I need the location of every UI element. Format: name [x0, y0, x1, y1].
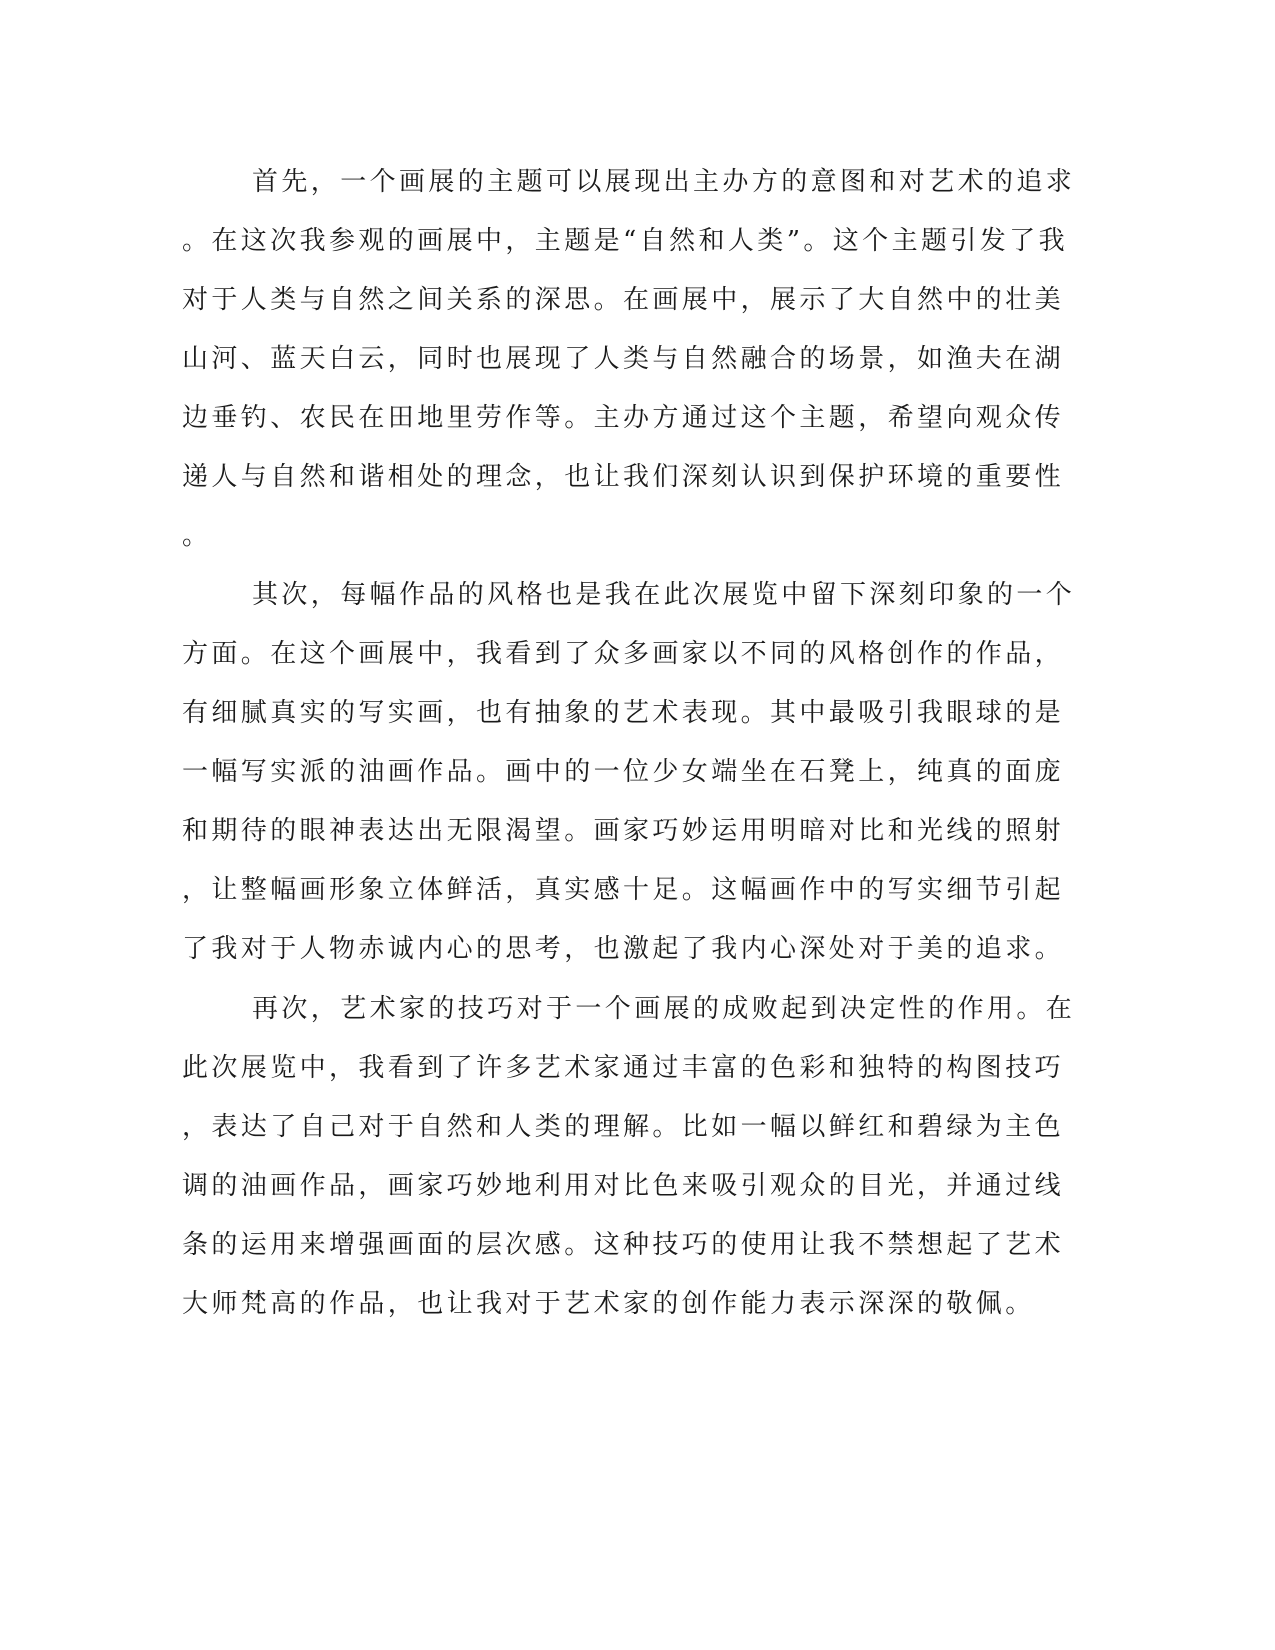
- paragraph-line: 首先，一个画展的主题可以展现出主办方的意图和对艺术的追求: [252, 167, 1076, 197]
- paragraph-line: 递人与自然和谐相处的理念，也让我们深刻认识到保护环境的重要性: [182, 462, 1065, 492]
- paragraph-line: ，让整幅画形象立体鲜活，真实感十足。这幅画作中的写实细节引起: [182, 875, 1065, 905]
- paragraph-line: 边垂钓、农民在田地里劳作等。主办方通过这个主题，希望向观众传: [182, 403, 1065, 433]
- paragraph-line: 有细腻真实的写实画，也有抽象的艺术表现。其中最吸引我眼球的是: [182, 698, 1065, 728]
- paragraph-line: 调的油画作品，画家巧妙地利用对比色来吸引观众的目光，并通过线: [182, 1171, 1065, 1201]
- paragraph-line: 方面。在这个画展中，我看到了众多画家以不同的风格创作的作品，: [182, 639, 1065, 669]
- paragraph-line: 其次，每幅作品的风格也是我在此次展览中留下深刻印象的一个: [252, 580, 1076, 610]
- paragraph-technique: [182, 980, 1076, 1334]
- paragraph-line: ，表达了自己对于自然和人类的理解。比如一幅以鲜红和碧绿为主色: [182, 1112, 1065, 1142]
- paragraph-line: 一幅写实派的油画作品。画中的一位少女端坐在石凳上，纯真的面庞: [182, 757, 1065, 787]
- paragraph-theme: [182, 153, 1076, 566]
- paragraph-line: 再次，艺术家的技巧对于一个画展的成败起到决定性的作用。在: [252, 994, 1076, 1024]
- paragraph-line: 大师梵高的作品，也让我对于艺术家的创作能力表示深深的敬佩。: [182, 1289, 1035, 1319]
- paragraph-line: 山河、蓝天白云，同时也展现了人类与自然融合的场景，如渔夫在湖: [182, 344, 1065, 374]
- paragraph-line: 条的运用来增强画面的层次感。这种技巧的使用让我不禁想起了艺术: [182, 1230, 1065, 1260]
- paragraph-style: [182, 566, 1076, 979]
- paragraph-line: 。在这次我参观的画展中，主题是“自然和人类”。这个主题引发了我: [182, 226, 1068, 256]
- paragraph-line: 了我对于人物赤诚内心的思考，也激起了我内心深处对于美的追求。: [182, 934, 1065, 964]
- paragraph-line: 对于人类与自然之间关系的深思。在画展中，展示了大自然中的壮美: [182, 285, 1065, 315]
- paragraph-line: 和期待的眼神表达出无限渴望。画家巧妙运用明暗对比和光线的照射: [182, 816, 1065, 846]
- paragraph-line: 。: [182, 521, 212, 551]
- paragraph-line: 此次展览中，我看到了许多艺术家通过丰富的色彩和独特的构图技巧: [182, 1053, 1065, 1083]
